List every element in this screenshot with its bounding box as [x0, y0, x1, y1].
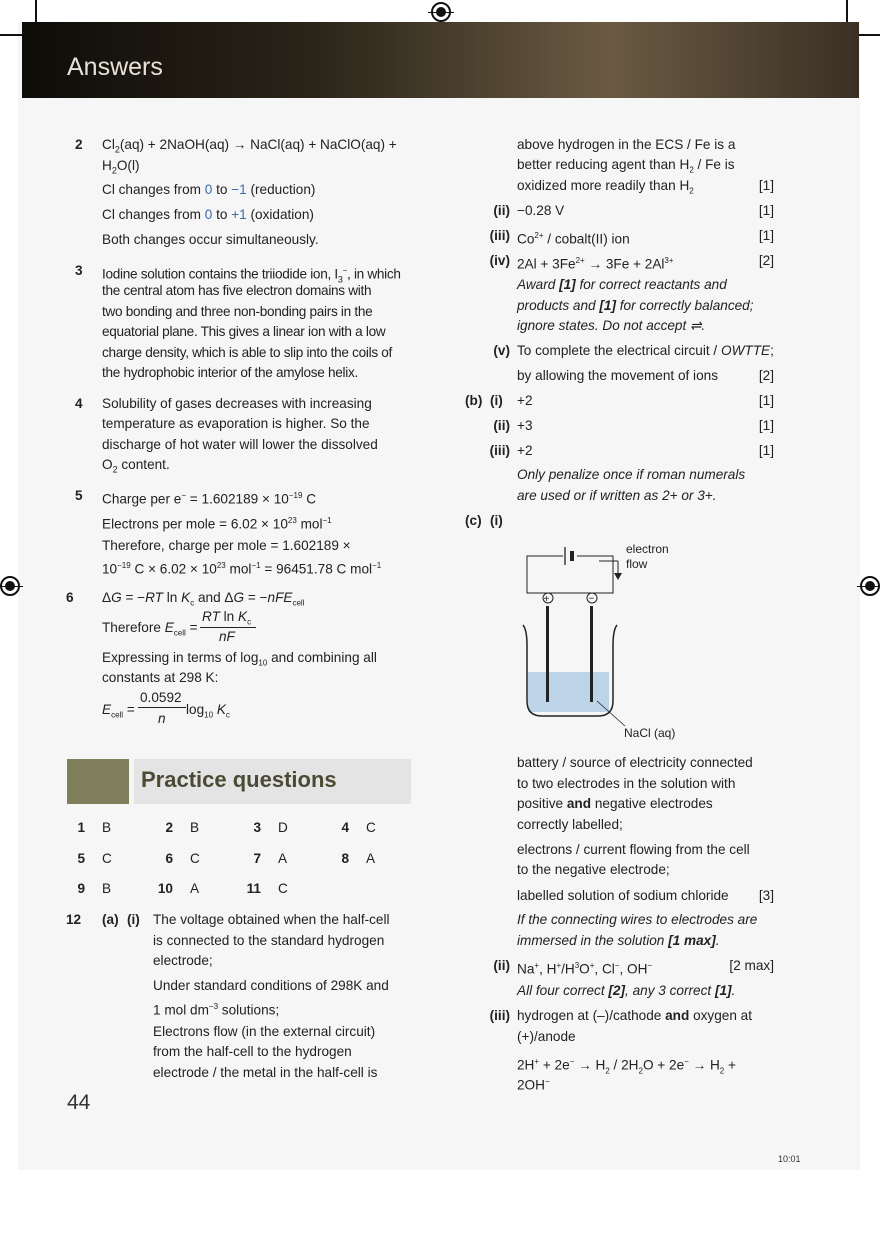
registration-mark-icon	[0, 576, 20, 596]
mcq-question-number: 9	[77, 881, 85, 896]
answer-line: above hydrogen in the ECS / Fe is a	[517, 137, 736, 152]
question-number: 3	[75, 263, 83, 278]
answer-line: Therefore, charge per mole = 1.602189 ×	[102, 538, 351, 553]
equation: RT $\ln K_c$	[202, 609, 252, 627]
electrolysis-diagram	[515, 535, 685, 745]
answer-line: electrons / current flowing from the cell	[517, 842, 750, 857]
mcq-answer: C	[190, 851, 200, 866]
mcq-answer: B	[102, 820, 112, 835]
subpart-label: (ii)	[493, 418, 510, 433]
answer-line: The voltage obtained when the half-cell	[153, 912, 390, 927]
mcq-answer: C	[366, 820, 376, 835]
mcq-answer: A	[278, 851, 288, 866]
answer-line: (+)/anode	[517, 1029, 576, 1044]
answer-line: charge density, which is able to slip into the coils of	[102, 345, 393, 360]
registration-mark-icon	[860, 576, 880, 596]
answer-line: 1 mol $dm^{-3}$ solutions;	[153, 1002, 280, 1018]
equation: 0.0592	[140, 690, 182, 705]
mcq-question-number: 2	[165, 820, 173, 835]
equation: $2Al + 3Fe^{2+} \to 3Fe + 2Al^{3+}$	[517, 256, 674, 272]
subpart-label: (i)	[127, 912, 140, 927]
question-number: 6	[66, 590, 74, 605]
mark: [1]	[758, 393, 774, 408]
question-number: 5	[75, 488, 83, 503]
timestamp: 10:01	[778, 1154, 801, 1164]
answer-line: positive and negative electrodes	[517, 796, 713, 811]
answer-line: correctly labelled;	[517, 817, 623, 832]
section-marker	[67, 759, 129, 804]
equation: $E_{cell}$ =	[102, 702, 135, 720]
crop-mark	[35, 0, 37, 22]
equation: $\log_{10} K_c$	[186, 702, 230, 720]
mark: [3]	[758, 888, 774, 903]
answer-line: +2	[517, 393, 533, 408]
answer-line: electrode;	[153, 953, 213, 968]
answer-line: Under standard conditions of 298K and	[153, 978, 389, 993]
marking-note: products and [1] for correctly balanced;	[517, 298, 754, 313]
mcq-question-number: 3	[253, 820, 261, 835]
section-title: Practice questions	[141, 767, 337, 792]
answer-line: −0.28 V	[517, 203, 565, 218]
answer-line: discharge of hot water will lower the dissolved	[102, 437, 378, 452]
mark: [2]	[758, 253, 774, 268]
answer-line: constants at 298 K:	[102, 670, 219, 685]
mcq-answer: B	[102, 881, 112, 896]
equation: $2H^+ + 2e^- \to H_2 / 2H_2O + 2e^- \to H_2$ +	[517, 1057, 736, 1076]
svg-text:+: +	[543, 594, 550, 605]
fraction-bar	[138, 707, 186, 708]
answer-line: Both changes occur simultaneously.	[102, 232, 319, 247]
answer-line: $10^{-19}$ $C \times 6.02 \times 10^{23}$ mol$^{-1}$ = 96451.78 C mol$^{-1}$	[102, 561, 382, 577]
answer-line: Cl changes from 0 to −1 (reduction)	[102, 182, 316, 197]
subpart-label: (iv)	[489, 253, 510, 268]
mcq-question-number: 6	[165, 851, 173, 866]
answer-line: two bonding and three non-bonding pairs in the	[102, 304, 373, 319]
mark: [1]	[758, 443, 774, 458]
equation: Therefore $E_{cell}$ =	[102, 620, 198, 638]
answer-line: from the half-cell to the hydrogen	[153, 1044, 352, 1059]
answer-line: equatorial plane. This gives a linear ion with a low	[102, 324, 386, 339]
answer-line: +2	[517, 443, 533, 458]
answer-line: oxidized more readily than $H_2$	[517, 178, 694, 196]
answer-line: Cl changes from 0 to +1 (oxidation)	[102, 207, 314, 222]
part-label: (b)	[465, 393, 483, 408]
mark: [2]	[758, 368, 774, 383]
answer-line: the central atom has five electron domains with	[102, 283, 372, 298]
marking-note: are used or if written as 2+ or 3+.	[517, 488, 717, 503]
subpart-label: (ii)	[493, 203, 510, 218]
page-header	[22, 22, 859, 98]
answer-line: hydrogen at (–)/cathode and oxygen at	[517, 1008, 753, 1023]
question-number: 12	[66, 912, 82, 927]
mcq-question-number: 11	[246, 881, 261, 896]
subpart-label: (v)	[493, 343, 510, 358]
answer-line: Expressing in terms of $\log_{10}$ and combining all	[102, 650, 377, 668]
answer-line: $Co^{2+}$ / cobalt(II) ion	[517, 231, 630, 247]
equation: nF	[219, 629, 235, 644]
mark: [1]	[758, 418, 774, 433]
answer-line: by allowing the movement of ions	[517, 368, 718, 383]
marking-note: ignore states. Do not accept ⇌.	[517, 318, 706, 333]
mcq-answer: A	[190, 881, 200, 896]
page-title: Answers	[67, 53, 163, 81]
mcq-answer: A	[366, 851, 376, 866]
mcq-question-number: 5	[77, 851, 85, 866]
answer-line: Electrons flow (in the external circuit)	[153, 1024, 376, 1039]
answer-line: temperature as evaporation is higher. So the	[102, 416, 370, 431]
registration-mark-icon	[431, 2, 451, 22]
svg-text:−: −	[588, 593, 595, 605]
answer-line: the hydrophobic interior of the amylose helix.	[102, 365, 358, 380]
diagram-label: electron	[626, 542, 669, 556]
mcq-question-number: 4	[341, 820, 349, 835]
mark: [1]	[758, 228, 774, 243]
arrow-down-icon	[614, 573, 622, 580]
subpart-label: (i)	[490, 393, 503, 408]
mcq-answer: B	[190, 820, 200, 835]
marking-note: All four correct [2], any 3 correct [1].	[517, 983, 736, 998]
answer-line: Electrons per mole = $6.02 \times 10^{23}$ mol$^{-1}$	[102, 516, 332, 532]
mcq-answer: D	[278, 820, 288, 835]
answer-line: Na+, $H^+/H^3O^+$, Cl−, OH−	[517, 961, 653, 977]
crop-mark	[0, 34, 22, 36]
diagram-label: flow	[626, 557, 648, 571]
answer-line: better reducing agent than $H_2$ / Fe is	[517, 157, 735, 175]
page-number: 44	[67, 1091, 91, 1114]
equation-cont: $H_2O(l)$	[102, 158, 140, 176]
part-label: (c)	[465, 513, 482, 528]
mark: [2 max]	[729, 958, 774, 973]
mcq-question-number: 1	[77, 820, 85, 835]
mcq-question-number: 7	[253, 851, 261, 866]
solution-fill	[528, 672, 609, 712]
answer-line: is connected to the standard hydrogen	[153, 933, 385, 948]
crop-mark	[846, 0, 848, 22]
marking-note: immersed in the solution [1 max].	[517, 933, 720, 948]
mcq-question-number: 8	[341, 851, 349, 866]
answer-line: Charge per $e^- = 1.602189 \times 10^{-19}$ C	[102, 491, 317, 507]
equation: 2OH−	[517, 1077, 550, 1093]
mcq-question-number: 10	[157, 881, 173, 896]
diagram-label: NaCl (aq)	[624, 726, 676, 740]
electrode-negative	[590, 606, 593, 702]
answer-line: +3	[517, 418, 533, 433]
answer-line: Solubility of gases decreases with increasing	[102, 396, 372, 411]
subpart-label: (i)	[490, 513, 503, 528]
equation: ΔG = −RT $\ln K_c$ and ΔG = −nFE$_{cell}$	[102, 590, 305, 608]
question-number: 2	[75, 137, 83, 152]
subpart-label: (iii)	[489, 1008, 510, 1023]
part-label: (a)	[102, 912, 119, 927]
electrode-positive	[546, 606, 549, 702]
crop-mark	[858, 34, 880, 36]
subpart-label: (iii)	[489, 228, 510, 243]
answer-line: Iodine solution contains the triiodide ion, $I_3^-$, in which	[102, 266, 401, 285]
marking-note: Only penalize once if roman numerals	[517, 467, 746, 482]
marking-note: If the connecting wires to electrodes are	[517, 912, 758, 927]
marking-note: Award [1] for correct reactants and	[517, 277, 727, 292]
answer-line: labelled solution of sodium chloride	[517, 888, 729, 903]
answer-line: battery / source of electricity connected	[517, 755, 753, 770]
answer-line: electrode / the metal in the half-cell is	[153, 1065, 378, 1080]
question-number: 4	[75, 396, 83, 411]
mark: [1]	[758, 178, 774, 193]
answer-line: to the negative electrode;	[517, 862, 670, 877]
subpart-label: (ii)	[493, 958, 510, 973]
mark: [1]	[758, 203, 774, 218]
fraction-bar	[200, 627, 256, 628]
equation: n	[158, 711, 166, 726]
subpart-label: (iii)	[489, 443, 510, 458]
mcq-answer: C	[278, 881, 288, 896]
answer-line: to two electrodes in the solution with	[517, 776, 736, 791]
mcq-answer: C	[102, 851, 112, 866]
answer-line: To complete the electrical circuit / OWTTE;	[517, 343, 774, 358]
equation: $Cl_2(aq)$ + 2NaOH(aq) → NaCl(aq) + NaClO(aq) +	[102, 137, 397, 155]
answer-line: $O_2$ content.	[102, 457, 170, 475]
